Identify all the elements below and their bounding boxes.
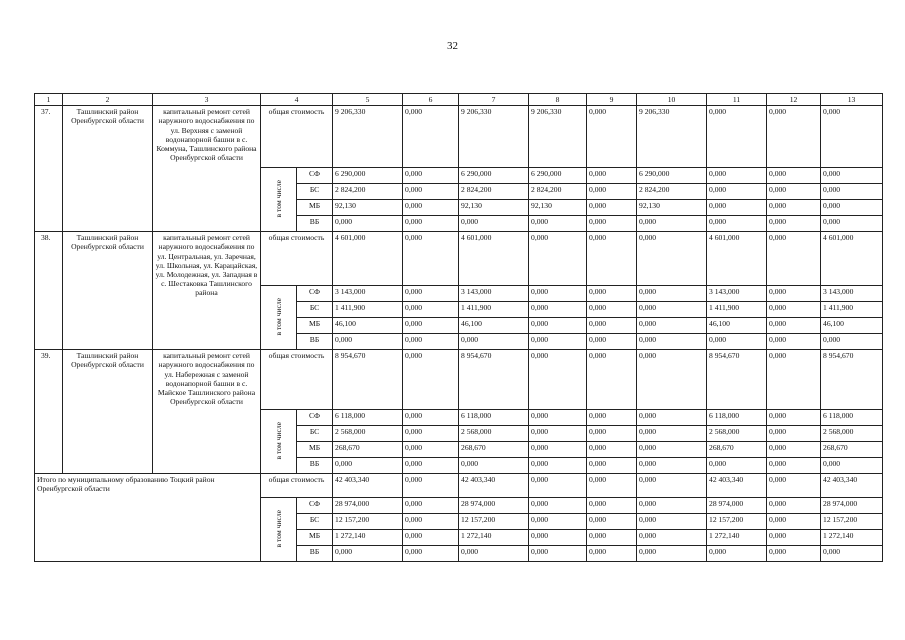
- value-cell: 0,000: [767, 334, 821, 350]
- value-cell: 268,670: [707, 442, 767, 458]
- value-cell: 0,000: [587, 442, 637, 458]
- value-cell: 0,000: [707, 546, 767, 562]
- value-cell: 12 157,200: [459, 514, 529, 530]
- value-cell: 0,000: [403, 232, 459, 286]
- value-cell: 0,000: [529, 318, 587, 334]
- value-cell: 0,000: [767, 318, 821, 334]
- source-code: МБ: [297, 530, 333, 546]
- value-cell: 8 954,670: [333, 350, 403, 410]
- value-cell: 28 974,000: [333, 498, 403, 514]
- value-cell: 6 118,000: [821, 410, 883, 426]
- value-cell: 0,000: [587, 546, 637, 562]
- source-code: БС: [297, 514, 333, 530]
- value-cell: 28 974,000: [707, 498, 767, 514]
- value-cell: 0,000: [333, 334, 403, 350]
- value-cell: 0,000: [529, 350, 587, 410]
- total-cost-label: общая стоимость: [261, 474, 333, 498]
- value-cell: 42 403,340: [333, 474, 403, 498]
- value-cell: 0,000: [403, 474, 459, 498]
- value-cell: 0,000: [333, 458, 403, 474]
- table-row: [35, 106, 883, 168]
- value-cell: 0,000: [707, 216, 767, 232]
- value-cell: 0,000: [587, 458, 637, 474]
- value-cell: 0,000: [707, 458, 767, 474]
- header-cell: 10: [637, 94, 707, 106]
- value-cell: 9 206,330: [459, 106, 529, 168]
- header-cell: 12: [767, 94, 821, 106]
- value-cell: 0,000: [767, 350, 821, 410]
- value-cell: 0,000: [459, 216, 529, 232]
- value-cell: 0,000: [637, 286, 707, 302]
- value-cell: 0,000: [529, 442, 587, 458]
- value-cell: 0,000: [403, 514, 459, 530]
- value-cell: 9 206,330: [529, 106, 587, 168]
- value-cell: 46,100: [821, 318, 883, 334]
- value-cell: 0,000: [707, 200, 767, 216]
- value-cell: 0,000: [587, 302, 637, 318]
- value-cell: 46,100: [459, 318, 529, 334]
- value-cell: 0,000: [767, 498, 821, 514]
- value-cell: 268,670: [459, 442, 529, 458]
- value-cell: 12 157,200: [821, 514, 883, 530]
- page-number: 32: [447, 40, 458, 52]
- value-cell: 2 568,000: [333, 426, 403, 442]
- value-cell: 0,000: [767, 530, 821, 546]
- value-cell: 0,000: [767, 426, 821, 442]
- district-cell: Ташлинский район Оренбургской области: [63, 106, 153, 232]
- value-cell: 0,000: [637, 410, 707, 426]
- value-cell: 0,000: [767, 442, 821, 458]
- source-code: БС: [297, 302, 333, 318]
- value-cell: 0,000: [637, 442, 707, 458]
- description-cell: капитальный ремонт сетей наружного водоснабжения по ул. Набережная с заменой водонапорной башни в с. Майское Ташлинского района Оренбургской области: [153, 350, 261, 474]
- value-cell: 0,000: [587, 530, 637, 546]
- value-cell: 6 118,000: [333, 410, 403, 426]
- value-cell: 92,130: [529, 200, 587, 216]
- value-cell: 92,130: [459, 200, 529, 216]
- value-cell: 0,000: [637, 232, 707, 286]
- value-cell: 3 143,000: [333, 286, 403, 302]
- value-cell: 0,000: [587, 232, 637, 286]
- value-cell: 0,000: [403, 200, 459, 216]
- value-cell: 0,000: [403, 318, 459, 334]
- source-code: ВБ: [297, 334, 333, 350]
- value-cell: 0,000: [529, 216, 587, 232]
- district-cell: Ташлинский район Оренбургской области: [63, 350, 153, 474]
- value-cell: 0,000: [767, 514, 821, 530]
- value-cell: 92,130: [637, 200, 707, 216]
- value-cell: 0,000: [767, 286, 821, 302]
- value-cell: 1 411,900: [821, 302, 883, 318]
- header-cell: 11: [707, 94, 767, 106]
- value-cell: 1 272,140: [333, 530, 403, 546]
- value-cell: 268,670: [333, 442, 403, 458]
- description-cell: капитальный ремонт сетей наружного водоснабжения по ул. Верхняя с заменой водонапорной башни в с. Коммуна, Ташлинского района Оренбургской области: [153, 106, 261, 232]
- value-cell: 6 118,000: [459, 410, 529, 426]
- value-cell: 0,000: [767, 232, 821, 286]
- value-cell: 0,000: [587, 334, 637, 350]
- value-cell: 1 411,900: [333, 302, 403, 318]
- value-cell: 0,000: [529, 474, 587, 498]
- value-cell: 4 601,000: [707, 232, 767, 286]
- header-cell: 8: [529, 94, 587, 106]
- value-cell: 0,000: [403, 184, 459, 200]
- value-cell: 4 601,000: [459, 232, 529, 286]
- value-cell: 0,000: [587, 168, 637, 184]
- value-cell: 0,000: [637, 318, 707, 334]
- value-cell: 0,000: [821, 184, 883, 200]
- value-cell: 92,130: [333, 200, 403, 216]
- value-cell: 0,000: [403, 458, 459, 474]
- value-cell: 6 290,000: [529, 168, 587, 184]
- value-cell: 0,000: [637, 514, 707, 530]
- value-cell: 0,000: [821, 168, 883, 184]
- value-cell: 6 118,000: [707, 410, 767, 426]
- value-cell: 3 143,000: [459, 286, 529, 302]
- table-row: [35, 350, 883, 410]
- value-cell: 0,000: [587, 474, 637, 498]
- value-cell: 9 206,330: [637, 106, 707, 168]
- value-cell: 0,000: [403, 530, 459, 546]
- value-cell: 0,000: [529, 426, 587, 442]
- value-cell: 3 143,000: [821, 286, 883, 302]
- value-cell: 0,000: [587, 200, 637, 216]
- value-cell: 6 290,000: [637, 168, 707, 184]
- including-label: в том числе: [273, 421, 283, 460]
- value-cell: 8 954,670: [459, 350, 529, 410]
- value-cell: 0,000: [637, 458, 707, 474]
- including-label-cell: [261, 286, 297, 350]
- value-cell: 0,000: [403, 286, 459, 302]
- value-cell: 2 824,200: [459, 184, 529, 200]
- value-cell: 0,000: [403, 426, 459, 442]
- source-code: СФ: [297, 168, 333, 184]
- including-label-cell: [261, 410, 297, 474]
- source-code: ВБ: [297, 216, 333, 232]
- header-row: [35, 94, 883, 106]
- value-cell: 0,000: [637, 216, 707, 232]
- value-cell: 0,000: [459, 458, 529, 474]
- value-cell: 0,000: [459, 546, 529, 562]
- value-cell: 0,000: [587, 318, 637, 334]
- value-cell: 0,000: [767, 184, 821, 200]
- value-cell: 0,000: [529, 410, 587, 426]
- source-code: МБ: [297, 200, 333, 216]
- value-cell: 0,000: [529, 232, 587, 286]
- value-cell: 28 974,000: [459, 498, 529, 514]
- value-cell: 0,000: [637, 302, 707, 318]
- value-cell: 0,000: [403, 442, 459, 458]
- source-code: ВБ: [297, 458, 333, 474]
- value-cell: 0,000: [821, 106, 883, 168]
- value-cell: 0,000: [767, 216, 821, 232]
- table-row: [35, 232, 883, 286]
- value-cell: 0,000: [403, 302, 459, 318]
- table-row: [35, 474, 883, 498]
- value-cell: 0,000: [529, 546, 587, 562]
- header-cell: 2: [63, 94, 153, 106]
- value-cell: 28 974,000: [821, 498, 883, 514]
- value-cell: 1 411,900: [459, 302, 529, 318]
- value-cell: 4 601,000: [821, 232, 883, 286]
- source-code: МБ: [297, 442, 333, 458]
- value-cell: 0,000: [403, 334, 459, 350]
- header-cell: 3: [153, 94, 261, 106]
- source-code: СФ: [297, 286, 333, 302]
- value-cell: 0,000: [637, 350, 707, 410]
- value-cell: 0,000: [767, 106, 821, 168]
- value-cell: 0,000: [587, 514, 637, 530]
- header-cell: 5: [333, 94, 403, 106]
- value-cell: 0,000: [767, 200, 821, 216]
- total-cost-label: общая стоимость: [261, 350, 333, 410]
- value-cell: 0,000: [529, 514, 587, 530]
- value-cell: 0,000: [587, 498, 637, 514]
- including-label: в том числе: [273, 297, 283, 336]
- value-cell: 0,000: [637, 334, 707, 350]
- value-cell: 6 290,000: [459, 168, 529, 184]
- header-cell: 9: [587, 94, 637, 106]
- header-cell: 6: [403, 94, 459, 106]
- value-cell: 0,000: [529, 334, 587, 350]
- value-cell: 0,000: [403, 216, 459, 232]
- including-label-cell: [261, 168, 297, 232]
- value-cell: 0,000: [707, 184, 767, 200]
- value-cell: 0,000: [403, 106, 459, 168]
- value-cell: 0,000: [529, 530, 587, 546]
- header-cell: 4: [261, 94, 333, 106]
- value-cell: 42 403,340: [459, 474, 529, 498]
- source-code: СФ: [297, 498, 333, 514]
- value-cell: 0,000: [333, 546, 403, 562]
- value-cell: 0,000: [767, 546, 821, 562]
- value-cell: 0,000: [459, 334, 529, 350]
- value-cell: 0,000: [767, 302, 821, 318]
- value-cell: 0,000: [767, 168, 821, 184]
- value-cell: 8 954,670: [821, 350, 883, 410]
- value-cell: 268,670: [821, 442, 883, 458]
- value-cell: 0,000: [587, 286, 637, 302]
- value-cell: 0,000: [529, 498, 587, 514]
- including-label-cell: [261, 498, 297, 562]
- value-cell: 0,000: [637, 474, 707, 498]
- value-cell: 12 157,200: [707, 514, 767, 530]
- value-cell: 3 143,000: [707, 286, 767, 302]
- value-cell: 8 954,670: [707, 350, 767, 410]
- value-cell: 9 206,330: [333, 106, 403, 168]
- value-cell: 1 272,140: [459, 530, 529, 546]
- value-cell: 0,000: [587, 184, 637, 200]
- value-cell: 0,000: [707, 334, 767, 350]
- value-cell: 0,000: [403, 350, 459, 410]
- summary-label: Итого по муниципальному образованию Тоцкий район Оренбургской области: [35, 474, 261, 562]
- value-cell: 0,000: [333, 216, 403, 232]
- value-cell: 0,000: [587, 410, 637, 426]
- source-code: МБ: [297, 318, 333, 334]
- value-cell: 0,000: [403, 498, 459, 514]
- value-cell: 0,000: [587, 426, 637, 442]
- value-cell: 0,000: [707, 106, 767, 168]
- value-cell: 6 290,000: [333, 168, 403, 184]
- value-cell: 0,000: [707, 168, 767, 184]
- value-cell: 0,000: [767, 474, 821, 498]
- value-cell: 0,000: [637, 530, 707, 546]
- total-cost-label: общая стоимость: [261, 106, 333, 168]
- row-number: 37.: [35, 106, 63, 232]
- including-label: в том числе: [273, 179, 283, 218]
- value-cell: 0,000: [529, 286, 587, 302]
- value-cell: 0,000: [637, 546, 707, 562]
- value-cell: 0,000: [767, 410, 821, 426]
- value-cell: 4 601,000: [333, 232, 403, 286]
- value-cell: 0,000: [821, 334, 883, 350]
- value-cell: 46,100: [707, 318, 767, 334]
- value-cell: 0,000: [637, 426, 707, 442]
- source-code: БС: [297, 184, 333, 200]
- value-cell: 42 403,340: [821, 474, 883, 498]
- value-cell: 12 157,200: [333, 514, 403, 530]
- source-code: СФ: [297, 410, 333, 426]
- value-cell: 0,000: [821, 200, 883, 216]
- header-cell: 1: [35, 94, 63, 106]
- value-cell: 0,000: [821, 458, 883, 474]
- value-cell: 1 272,140: [707, 530, 767, 546]
- row-number: 39.: [35, 350, 63, 474]
- value-cell: 0,000: [403, 410, 459, 426]
- header-cell: 7: [459, 94, 529, 106]
- value-cell: 0,000: [403, 546, 459, 562]
- value-cell: 0,000: [821, 546, 883, 562]
- value-cell: 0,000: [403, 168, 459, 184]
- value-cell: 2 568,000: [707, 426, 767, 442]
- value-cell: 0,000: [821, 216, 883, 232]
- value-cell: 2 824,200: [529, 184, 587, 200]
- value-cell: 0,000: [767, 458, 821, 474]
- including-label: в том числе: [273, 509, 283, 548]
- district-cell: Ташлинский район Оренбургской области: [63, 232, 153, 350]
- value-cell: 2 568,000: [459, 426, 529, 442]
- value-cell: 46,100: [333, 318, 403, 334]
- value-cell: 1 411,900: [707, 302, 767, 318]
- value-cell: 0,000: [529, 302, 587, 318]
- value-cell: 2 824,200: [637, 184, 707, 200]
- value-cell: 0,000: [637, 498, 707, 514]
- value-cell: 2 568,000: [821, 426, 883, 442]
- source-code: ВБ: [297, 546, 333, 562]
- value-cell: 1 272,140: [821, 530, 883, 546]
- value-cell: 0,000: [587, 350, 637, 410]
- row-number: 38.: [35, 232, 63, 350]
- header-cell: 13: [821, 94, 883, 106]
- value-cell: 42 403,340: [707, 474, 767, 498]
- value-cell: 2 824,200: [333, 184, 403, 200]
- description-cell: капитальный ремонт сетей наружного водоснабжения по ул. Центральная, ул. Заречная, ул. Школьная, ул. Карацайская, ул. Молодежная, ул. Западная в с. Шестаковка Ташлинского района: [153, 232, 261, 350]
- value-cell: 0,000: [587, 216, 637, 232]
- total-cost-label: общая стоимость: [261, 232, 333, 286]
- value-cell: 0,000: [587, 106, 637, 168]
- financing-table: [34, 93, 883, 562]
- value-cell: 0,000: [529, 458, 587, 474]
- source-code: БС: [297, 426, 333, 442]
